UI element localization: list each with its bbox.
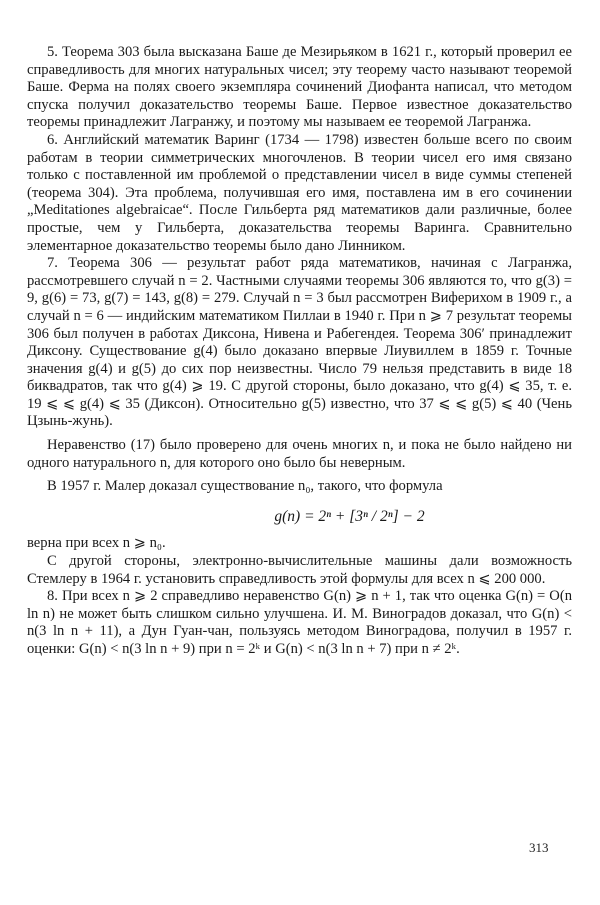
note-7-paragraph: 7. Теорема 306 — результат работ ряда математиков, начиная с Лагранжа, рассмотревшего случай n = 2. Частными случаями теоремы 306 являются то, что g(3) = 9, g(6) = 73, g(7) = 143, g(8) = 279. Случай n = 3 был рассмотрен Виферихом в 1909 г., а случай n = 6 — индийским математиком Пиллаи в 1940 г. При n ⩾ 7 результат теоремы 306 был получен в работах Диксона, Нивена и Рабегендея. Теорема 306′ принадлежит Диксону. Существование g(4) было доказано впервые Лиувиллем в 1859 г. Точные значения g(4) и g(5) до сих пор неизвестны. Число 79 нельзя представить в виде 18 биквадратов, так что g(4) ⩾ 19. С другой стороны, было доказано, что g(4) ⩽ 35, т. е. 19 ⩽ ⩽ g(4) ⩽ 35 (Диксон). Относительно g(5) известно, что 37 ⩽ ⩽ g(5) ⩽ 40 (Чень Цзынь-жунь). [27, 255, 572, 430]
note-8-paragraph: 8. При всех n ⩾ 2 справедливо неравенство G(n) ⩾ n + 1, так что оценка G(n) = O(n ln n) не может быть слишком сильно улучшена. И. М. Виноградов доказал, что G(n) < n(3 ln n + 11), а Дун Гуан-чан, пользуясь методом Виноградова, получил в 1957 г. оценки: G(n) < n(3 ln n + 9) при n = 2ᵏ и G(n) < n(3 ln n + 7) при n ≠ 2ᵏ. [27, 588, 572, 657]
inequality-17-paragraph: Неравенство (17) было проверено для очень многих n, и пока не было найдено ни одного натурального n, для которого оно было бы неверным. [27, 437, 572, 471]
mahler-formula: g(n) = 2ⁿ + [3ⁿ / 2ⁿ] − 2 [274, 507, 425, 525]
page-body [27, 44, 572, 659]
stemmler-paragraph: С другой стороны, электронно-вычислительные машины дали возможность Стемлеру в 1964 г. установить справедливость этой формулы для всех n ⩽ 200 000. [27, 553, 572, 587]
page-number: 313 [529, 840, 549, 855]
note-6-paragraph: 6. Английский математик Варинг (1734 — 1798) известен больше всего по своим работам в теории симметрических многочленов. В теории чисел его имя связано только с поставленной им проблемой о представлении чисел в виде суммы степеней (теорема 304). Эта проблема, получившая его имя, поставлена им в его сочинении „Meditationes algebraicae“. После Гильберта ряд математиков дали различные, более простые, чем у Гильберта, доказательства теоремы Варинга. Сравнительно элементарное доказательство теоремы было дано Линником. [27, 131, 572, 254]
mahler-paragraph: В 1957 г. Малер доказал существование n₀, такого, что формула [47, 478, 443, 495]
note-5-paragraph: 5. Теорема 303 была высказана Баше де Мезирьяком в 1621 г., который проверил ее справедливость для многих натуральных чисел; эту теорему часто называют теоремой Баше. Ферма на полях своего экземпляра сочинений Диофанта написал, что методом спуска получил доказательство теоремы Баше. Первое известное доказательство теоремы принадлежит Лагранжу, и поэтому мы называем ее теоремой Лагранжа. [27, 44, 572, 131]
formula-condition: верна при всех n ⩾ n₀. [27, 535, 166, 552]
